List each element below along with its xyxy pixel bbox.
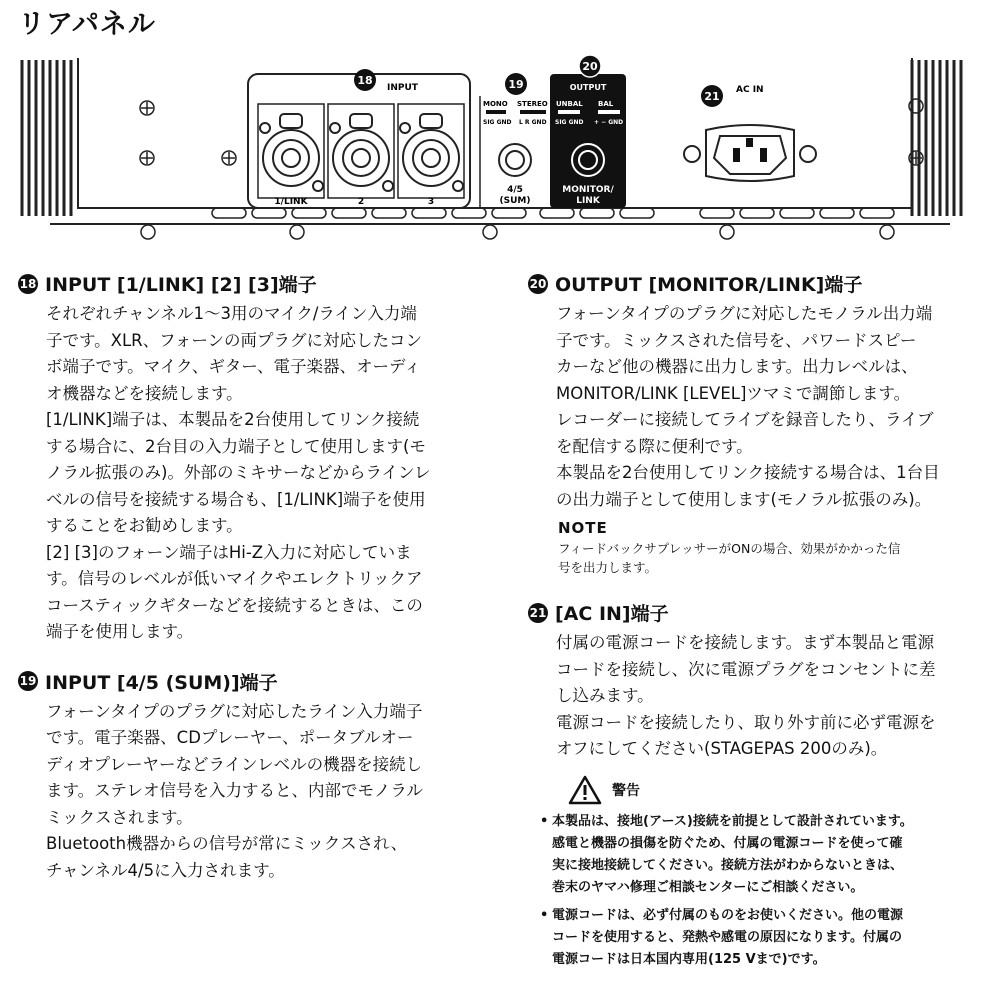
monitor-label-2: LINK — [576, 196, 600, 206]
section-number: 18 — [18, 274, 38, 294]
sig-gnd-left: SIG GND — [483, 119, 512, 126]
callout-21-label: 21 — [704, 90, 720, 103]
xlr-combo-jacks — [258, 104, 464, 198]
left-column — [18, 270, 488, 906]
unbal-label: UNBAL — [556, 100, 583, 108]
bal-label: BAL — [598, 100, 614, 108]
section-title: [AC IN]端子 — [555, 603, 669, 625]
section-19 — [18, 668, 488, 885]
section-body: 付属の電源コードを接続します。まず本製品と電源 コードを接続し、次に電源プラグをコンセントに差 し込みます。 電源コードを接続したり、取り外す前に必ず電源を オフにしてください(STAGEPAS 200のみ)。 — [556, 633, 936, 758]
jack-label-2: 2 — [357, 197, 365, 207]
rear-panel-diagram — [0, 48, 1000, 248]
output-label: OUTPUT — [569, 83, 607, 92]
warning-header — [528, 775, 988, 805]
callout-18-label: 18 — [357, 74, 373, 87]
l-r-gnd: L R GND — [519, 119, 547, 126]
ac-inlet — [684, 125, 816, 181]
input-label: INPUT — [387, 83, 418, 93]
sum-label-2: (SUM) — [499, 196, 531, 206]
section-title: INPUT [1/LINK] [2] [3]端子 — [45, 274, 317, 296]
callout-20-label: 20 — [582, 60, 598, 73]
note-title: NOTE — [558, 519, 608, 537]
callout-19-label: 19 — [508, 78, 524, 91]
right-column — [528, 270, 988, 993]
section-body: フォーンタイプのプラグに対応したライン入力端子 です。電子楽器、CDプレーヤー、ポータブルオー ディオプレーヤーなどラインレベルの機器を接続し ます。ステレオ信号を入力すると、内部でモノラル ミックスされます。 Bluetooth機器からの信号が常にミックスされ、 チャンネル4/5に入力されます。 — [46, 701, 423, 880]
section-title: INPUT [4/5 (SUM)]端子 — [45, 671, 278, 694]
section-body: フォーンタイプのプラグに対応したモノラル出力端 子です。ミックスされた信号を、パワードスピー カーなど他の機器に出力します。出力レベルは、 MONITOR/LINK [LEVEL]ツマミで調節します。 レコーダーに接続してライブを録音したり、ライブ を配信する際に便利です。 本製品を2台使用してリンク接続する場合は、1台目 の出力端子として使用します(モノラル拡張のみ)。 — [556, 304, 940, 509]
mono-label: MONO — [483, 100, 508, 108]
jack-label-1-link: 1/LINK — [274, 197, 308, 207]
section-number: 21 — [528, 603, 548, 623]
note-body: フィードバックサプレッサーがONの場合、効果がかかった信 号を出力します。 — [558, 541, 901, 575]
warning-item: • 本製品は、接地(アース)接続を前提として設計されています。 感電と機器の損傷を防ぐため、付属の電源コードを使って確 実に接地接続してください。接続方法がわからないときは、 巻末のヤマハ修理ご相談センターにご相談ください。 — [540, 813, 913, 895]
section-number: 20 — [528, 274, 548, 294]
sig-gnd-out: SIG GND — [555, 119, 584, 126]
section-21 — [528, 599, 988, 971]
section-20 — [528, 270, 988, 577]
bal-pins: + − GND — [594, 119, 624, 126]
left-vent — [22, 60, 71, 216]
section-title: OUTPUT [MONITOR/LINK]端子 — [555, 274, 863, 296]
section-18 — [18, 270, 488, 646]
jack-label-3: 3 — [427, 197, 435, 207]
sum-label-1: 4/5 — [507, 185, 523, 195]
stereo-label: STEREO — [517, 100, 548, 108]
warning-icon — [568, 775, 602, 805]
warning-list — [528, 811, 988, 971]
section-body: それぞれチャンネル1～3用のマイク/ライン入力端 子です。XLR、フォーンの両プラグに対応したコン ボ端子です。マイク、ギター、電子楽器、オーディ オ機器などを接続します。 [1/LINK]端子は、本製品を2台使用してリンク接続 する場合に、2台目の入力端子として使用します(モ ノラル拡張のみ)。外部のミキサーなどからラインレ ベルの信号を接続する場合も、[1/LINK]端子を使用 することをお勧めします。 [2] [3]のフォーン端子はHi-Z入力に対応していま す。信号のレベルが低いマイクやエレクトリックア コースティックギターなどを接続するときは、この 端子を使用します。 — [46, 304, 431, 641]
sum-jack — [499, 144, 531, 176]
bottom-screws — [141, 225, 894, 239]
warning-item: • 電源コードは、必ず付属のものをお使いください。他の電源 コードを使用すると、発熱や感電の原因になります。付属の 電源コードは日本国内専用(125 Vまで)です。 — [540, 907, 904, 967]
warning-title: 警告 — [612, 782, 640, 799]
page-title: リアパネル — [18, 9, 156, 40]
bottom-slots — [212, 208, 894, 218]
section-number: 19 — [18, 671, 38, 691]
right-vent — [912, 60, 961, 216]
ac-in-label: AC IN — [736, 85, 764, 95]
monitor-label-1: MONITOR/ — [562, 185, 614, 195]
